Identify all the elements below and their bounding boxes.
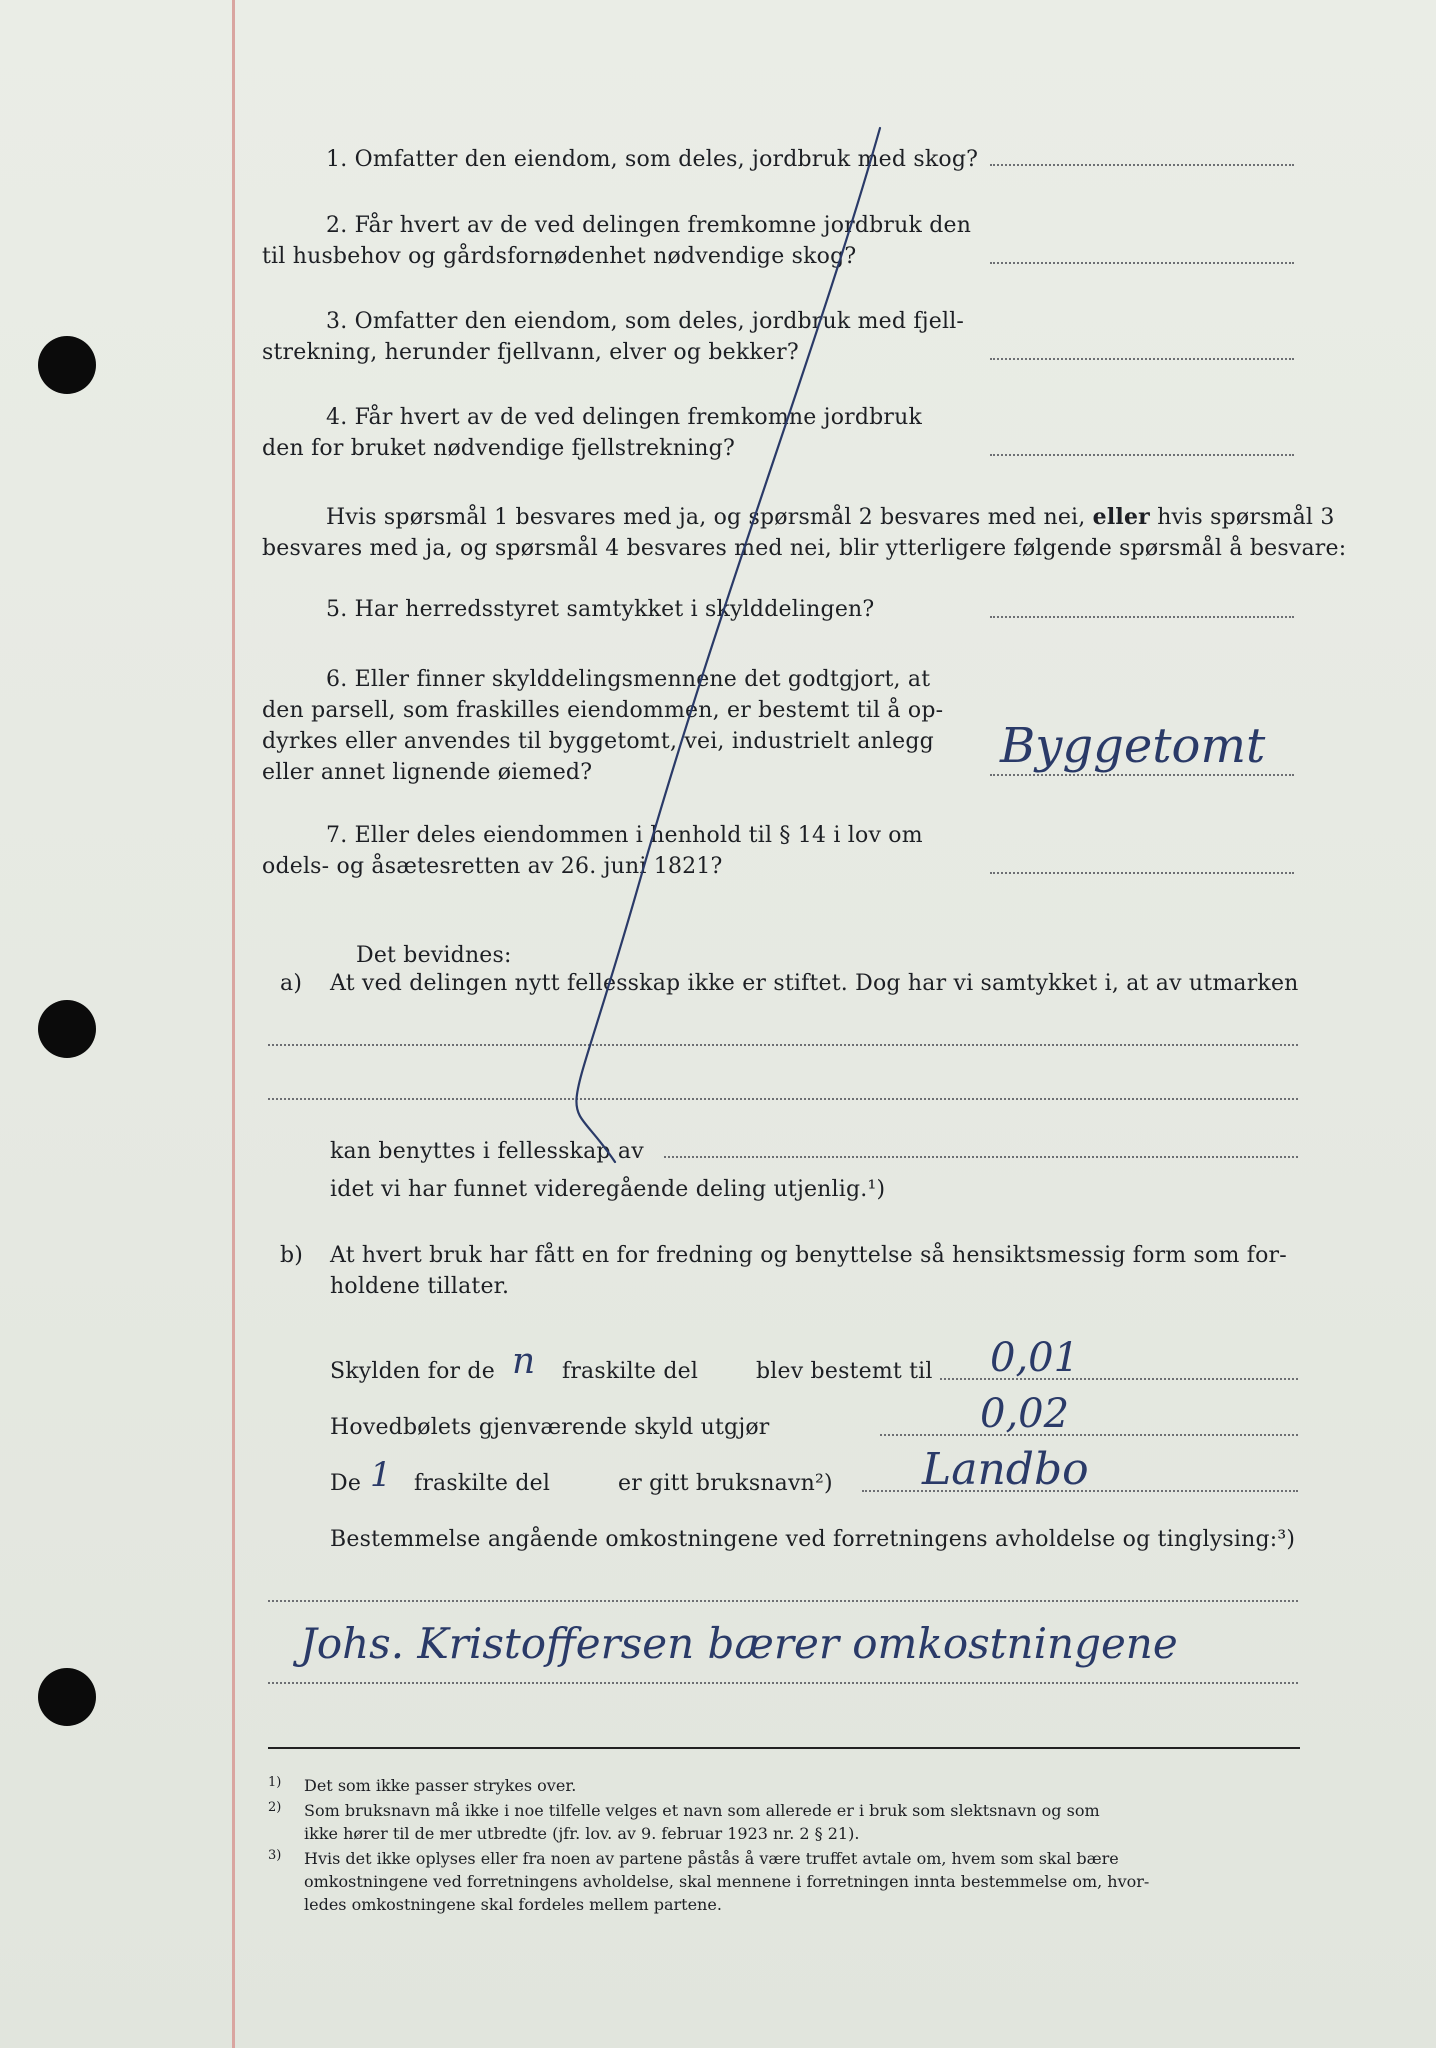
question-4-line-1: 4. Får hvert av de ved delingen fremkomne jordbruk xyxy=(326,405,923,430)
question-5: 5. Har herredsstyret samtykket i skylddelingen? xyxy=(326,597,875,622)
condition-eller: eller xyxy=(1092,504,1150,530)
attest-a-label: a) xyxy=(280,971,303,996)
hovedbol-label: Hovedbølets gjenværende skyld utgjør xyxy=(330,1415,770,1440)
skyld-count-handwritten: n xyxy=(512,1341,536,1382)
question-3-line-1: 3. Omfatter den eiendom, som deles, jordbruk med fjell- xyxy=(326,309,965,334)
footnote-3-line-2: omkostningene ved forretningens avholdelse, skal mennene i forretningen innta bestemmelse om, hvor- xyxy=(304,1872,1150,1891)
footnote-3-line-1: Hvis det ikke oplyses eller fra noen av partene påstås å være truffet avtale om, hvem som skal bære xyxy=(304,1849,1119,1868)
footnote-1-mark: 1) xyxy=(268,1775,282,1790)
footnote-2-line-1: Som bruksnavn må ikke i noe tilfelle velges et navn som allerede er i bruk som slektsnavn og som xyxy=(304,1801,1100,1820)
question-2-line-1: 2. Får hvert av de ved delingen fremkomne jordbruk den xyxy=(326,213,972,238)
attest-heading: Det bevidnes: xyxy=(356,943,512,968)
question-6-line-3: dyrkes eller anvendes til byggetomt, vei, industrielt anlegg xyxy=(262,729,934,754)
bruksnavn-count-handwritten: 1 xyxy=(370,1455,392,1495)
attest-a-text: At ved delingen nytt fellesskap ikke er stiftet. Dog har vi samtykket i, at av utmarken xyxy=(330,971,1299,996)
bruksnavn-value-handwritten: Landbo xyxy=(922,1444,1089,1495)
question-7-line-1: 7. Eller deles eiendommen i henhold til § 14 i lov om xyxy=(326,823,923,848)
question-6-line-4: eller annet lignende øiemed? xyxy=(262,760,593,785)
question-1: 1. Omfatter den eiendom, som deles, jordbruk med skog? xyxy=(326,147,979,172)
attest-a-line-4: idet vi har funnet videregående deling utjenlig.¹) xyxy=(330,1177,886,1202)
condition-text-c: hvis spørsmål 3 xyxy=(1157,505,1335,530)
question-6-line-1: 6. Eller finner skylddelingsmennene det godtgjort, at xyxy=(326,667,931,692)
footnote-2-line-2: ikke hører til de mer utbredte (jfr. lov. av 9. februar 1923 nr. 2 § 21). xyxy=(304,1824,860,1843)
hovedbol-value-handwritten: 0,02 xyxy=(980,1391,1070,1437)
bruksnavn-label-a: De xyxy=(330,1471,362,1496)
condition-text-a: Hvis spørsmål 1 besvares med ja, og spørsmål 2 besvares med nei, xyxy=(326,505,1086,530)
skyld-label-b: fraskilte del xyxy=(562,1359,699,1384)
skyld-label-c: blev bestemt til xyxy=(756,1359,933,1384)
attest-b-label: b) xyxy=(280,1243,304,1268)
attest-b-line-1: At hvert bruk har fått en for fredning og benyttelse så hensiktsmessig form som for- xyxy=(330,1243,1287,1268)
bestemmelse-label: Bestemmelse angående omkostningene ved forretningens avholdelse og tinglysing:³) xyxy=(330,1527,1296,1552)
footnote-3-line-3: ledes omkostningene skal fordeles mellem partene. xyxy=(304,1895,722,1914)
condition-line-2: besvares med ja, og spørsmål 4 besvares med nei, blir ytterligere følgende spørsmål å besvare: xyxy=(262,536,1347,561)
bestemmelse-value-handwritten: Johs. Kristoffersen bærer omkostningene xyxy=(300,1619,1178,1668)
footnote-2-mark: 2) xyxy=(268,1800,282,1815)
footnote-1: Det som ikke passer strykes over. xyxy=(304,1776,577,1795)
question-2-line-2: til husbehov og gårdsfornødenhet nødvendige skog? xyxy=(262,244,857,269)
skyld-value-handwritten: 0,01 xyxy=(990,1335,1080,1381)
question-7-line-2: odels- og åsætesretten av 26. juni 1821? xyxy=(262,854,723,879)
skyld-label-a: Skylden for de xyxy=(330,1359,495,1384)
attest-a-line-3: kan benyttes i fellesskap av xyxy=(330,1139,644,1164)
footnote-3-mark: 3) xyxy=(268,1848,282,1863)
question-4-line-2: den for bruket nødvendige fjellstrekning? xyxy=(262,436,735,461)
question-6-line-2: den parsell, som fraskilles eiendommen, er bestemt til å op- xyxy=(262,698,944,723)
answer-6-handwritten: Byggetomt xyxy=(1000,718,1266,774)
question-3-line-2: strekning, herunder fjellvann, elver og bekker? xyxy=(262,340,799,365)
bruksnavn-label-b: fraskilte del xyxy=(414,1471,551,1496)
bruksnavn-label-c: er gitt bruksnavn²) xyxy=(618,1471,833,1496)
attest-b-line-2: holdene tillater. xyxy=(330,1274,510,1299)
